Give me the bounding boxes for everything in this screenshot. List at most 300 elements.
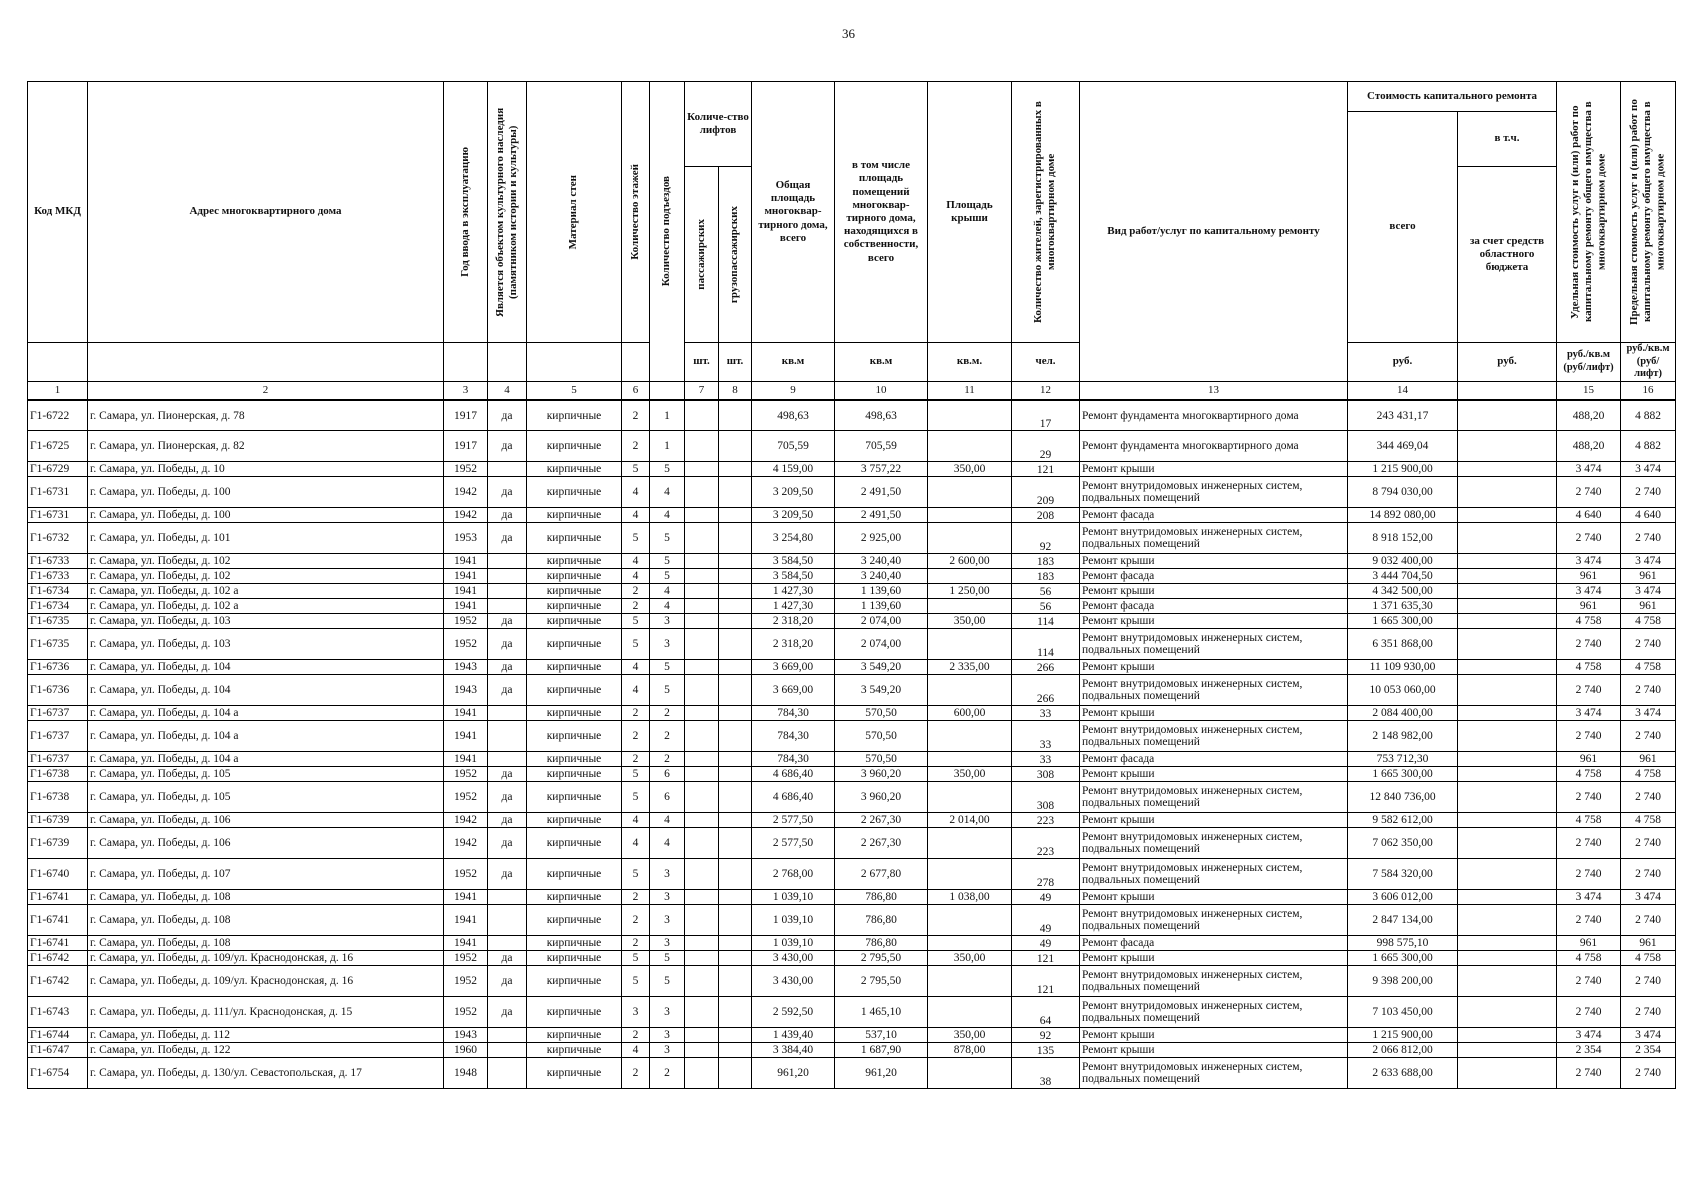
cell-owned-area: 2 267,30 [835, 813, 928, 828]
cell-cost-total: 8 794 030,00 [1348, 477, 1458, 508]
table-row [28, 828, 1676, 859]
cell-total-area: 3 254,80 [752, 523, 835, 554]
cell-residents: 183 [1012, 554, 1080, 569]
cell-unit-cost: 3 474 [1557, 1028, 1621, 1043]
table-row [28, 936, 1676, 951]
table-row [28, 721, 1676, 752]
cell-work-type: Ремонт внутридомовых инженерных систем, подвальных помещений [1080, 523, 1348, 554]
cell-floors: 2 [622, 721, 650, 752]
table-row [28, 706, 1676, 721]
cell-cost-total: 9 032 400,00 [1348, 554, 1458, 569]
cell-owned-area: 2 267,30 [835, 828, 928, 859]
cell-roof-area: 1 250,00 [928, 584, 1012, 599]
cell-lifts-cargo [719, 951, 752, 966]
cell-entrances: 3 [650, 859, 685, 890]
table-row [28, 675, 1676, 706]
table-row [28, 951, 1676, 966]
cell-heritage: да [488, 523, 527, 554]
cell-address: г. Самара, ул. Победы, д. 10 [88, 462, 444, 477]
cell-work-type: Ремонт внутридомовых инженерных систем, подвальных помещений [1080, 966, 1348, 997]
cell-unit-cost: 4 640 [1557, 508, 1621, 523]
cell-limit-cost: 4 758 [1621, 660, 1676, 675]
cell-floors: 2 [622, 752, 650, 767]
cell-lifts-cargo [719, 1043, 752, 1058]
cell-entrances: 6 [650, 767, 685, 782]
cell-owned-area: 3 549,20 [835, 675, 928, 706]
cell-cost-regional [1458, 782, 1557, 813]
cell-address: г. Самара, ул. Победы, д. 108 [88, 905, 444, 936]
cell-owned-area: 705,59 [835, 431, 928, 462]
cell-cost-regional [1458, 1043, 1557, 1058]
cell-code: Г1-6741 [28, 905, 88, 936]
cell-heritage: да [488, 477, 527, 508]
cell-unit-cost: 961 [1557, 936, 1621, 951]
cell-residents: 121 [1012, 966, 1080, 997]
cell-total-area: 3 209,50 [752, 477, 835, 508]
cell-year: 1960 [444, 1043, 488, 1058]
cell-cost-regional [1458, 1058, 1557, 1089]
cell-heritage [488, 569, 527, 584]
cell-material: кирпичные [527, 599, 622, 614]
cell-roof-area: 350,00 [928, 462, 1012, 477]
cell-material: кирпичные [527, 951, 622, 966]
cell-year: 1952 [444, 614, 488, 629]
cell-total-area: 2 318,20 [752, 614, 835, 629]
cell-lifts-cargo [719, 554, 752, 569]
cell-roof-area [928, 400, 1012, 431]
column-number: 10 [835, 381, 928, 400]
cell-lifts-cargo [719, 1058, 752, 1089]
cell-cost-regional [1458, 675, 1557, 706]
cell-year: 1941 [444, 890, 488, 905]
cell-limit-cost: 2 740 [1621, 629, 1676, 660]
cell-address: г. Самара, ул. Победы, д. 104 а [88, 752, 444, 767]
column-number: 9 [752, 381, 835, 400]
cell-heritage [488, 1043, 527, 1058]
cell-code: Г1-6742 [28, 951, 88, 966]
cell-entrances: 4 [650, 813, 685, 828]
cell-unit-cost: 2 740 [1557, 828, 1621, 859]
cell-lifts-passenger [685, 706, 719, 721]
cell-cost-total: 12 840 736,00 [1348, 782, 1458, 813]
cell-heritage: да [488, 951, 527, 966]
header-cost: Стоимость капитального ремонта [1348, 82, 1557, 112]
cell-lifts-cargo [719, 599, 752, 614]
table-row [28, 584, 1676, 599]
cell-residents: 135 [1012, 1043, 1080, 1058]
cell-lifts-cargo [719, 660, 752, 675]
cell-floors: 2 [622, 905, 650, 936]
cell-heritage: да [488, 767, 527, 782]
cell-entrances: 5 [650, 462, 685, 477]
cell-heritage: да [488, 508, 527, 523]
cell-material: кирпичные [527, 508, 622, 523]
cell-total-area: 784,30 [752, 721, 835, 752]
cell-floors: 5 [622, 782, 650, 813]
cell-address: г. Самара, ул. Победы, д. 102 [88, 554, 444, 569]
cell-code: Г1-6739 [28, 813, 88, 828]
cell-cost-total: 7 062 350,00 [1348, 828, 1458, 859]
cell-work-type: Ремонт внутридомовых инженерных систем, подвальных помещений [1080, 721, 1348, 752]
cell-year: 1943 [444, 1028, 488, 1043]
cell-cost-total: 2 066 812,00 [1348, 1043, 1458, 1058]
cell-code: Г1-6732 [28, 523, 88, 554]
cell-year: 1952 [444, 462, 488, 477]
cell-limit-cost: 961 [1621, 752, 1676, 767]
cell-material: кирпичные [527, 462, 622, 477]
cell-owned-area: 2 795,50 [835, 966, 928, 997]
cell-floors: 2 [622, 599, 650, 614]
cell-roof-area: 2 600,00 [928, 554, 1012, 569]
table-row [28, 523, 1676, 554]
cell-roof-area: 350,00 [928, 614, 1012, 629]
cell-lifts-passenger [685, 828, 719, 859]
cell-roof-area: 600,00 [928, 706, 1012, 721]
cell-unit-cost: 3 474 [1557, 462, 1621, 477]
cell-unit-cost: 2 740 [1557, 782, 1621, 813]
cell-unit-cost: 4 758 [1557, 951, 1621, 966]
header-residents: Количество жителей, зарегистрированных в многоквартирном доме [1012, 82, 1080, 343]
header-work-type: Вид работ/услуг по капитальному ремонту [1080, 82, 1348, 382]
cell-lifts-cargo [719, 936, 752, 951]
cell-material: кирпичные [527, 584, 622, 599]
cell-total-area: 3 669,00 [752, 675, 835, 706]
cell-code: Г1-6733 [28, 554, 88, 569]
table-row [28, 629, 1676, 660]
cell-cost-total: 998 575,10 [1348, 936, 1458, 951]
cell-year: 1941 [444, 599, 488, 614]
cell-unit-cost: 3 474 [1557, 706, 1621, 721]
cell-cost-total: 1 215 900,00 [1348, 462, 1458, 477]
cell-roof-area [928, 523, 1012, 554]
cell-total-area: 3 384,40 [752, 1043, 835, 1058]
cell-address: г. Самара, ул. Победы, д. 103 [88, 629, 444, 660]
cell-work-type: Ремонт внутридомовых инженерных систем, подвальных помещений [1080, 675, 1348, 706]
cell-code: Г1-6737 [28, 706, 88, 721]
cell-code: Г1-6744 [28, 1028, 88, 1043]
header-heritage: Является объектом культурного наследия (памятником истории и культуры) [488, 82, 527, 343]
cell-code: Г1-6738 [28, 767, 88, 782]
cell-lifts-cargo [719, 477, 752, 508]
cell-lifts-passenger [685, 523, 719, 554]
cell-cost-total: 10 053 060,00 [1348, 675, 1458, 706]
cell-material: кирпичные [527, 859, 622, 890]
cell-residents: 33 [1012, 721, 1080, 752]
table-row [28, 614, 1676, 629]
cell-cost-regional [1458, 477, 1557, 508]
cell-lifts-passenger [685, 752, 719, 767]
cell-roof-area: 878,00 [928, 1043, 1012, 1058]
cell-material: кирпичные [527, 721, 622, 752]
cell-unit-cost: 2 740 [1557, 477, 1621, 508]
cell-residents: 183 [1012, 569, 1080, 584]
cell-unit-cost: 4 758 [1557, 614, 1621, 629]
cell-cost-total: 2 847 134,00 [1348, 905, 1458, 936]
cell-roof-area: 1 038,00 [928, 890, 1012, 905]
cell-lifts-cargo [719, 1028, 752, 1043]
cell-cost-total: 1 215 900,00 [1348, 1028, 1458, 1043]
cell-entrances: 2 [650, 752, 685, 767]
cell-total-area: 3 430,00 [752, 951, 835, 966]
cell-floors: 2 [622, 431, 650, 462]
cell-material: кирпичные [527, 1043, 622, 1058]
cell-heritage [488, 706, 527, 721]
cell-heritage: да [488, 431, 527, 462]
column-number: 8 [719, 381, 752, 400]
cell-cost-regional [1458, 966, 1557, 997]
cell-total-area: 1 427,30 [752, 599, 835, 614]
cell-limit-cost: 961 [1621, 936, 1676, 951]
cell-unit-cost: 488,20 [1557, 400, 1621, 431]
cell-entrances: 3 [650, 614, 685, 629]
cell-lifts-passenger [685, 890, 719, 905]
cell-lifts-passenger [685, 813, 719, 828]
cell-year: 1952 [444, 859, 488, 890]
unit-rub: руб. [1458, 343, 1557, 382]
cell-work-type: Ремонт фундамента многоквартирного дома [1080, 400, 1348, 431]
cell-year: 1941 [444, 752, 488, 767]
cell-year: 1952 [444, 629, 488, 660]
cell-heritage [488, 1028, 527, 1043]
cell-code: Г1-6754 [28, 1058, 88, 1089]
table-row [28, 599, 1676, 614]
cell-residents: 56 [1012, 584, 1080, 599]
cell-limit-cost: 2 740 [1621, 477, 1676, 508]
cell-work-type: Ремонт фасада [1080, 936, 1348, 951]
cell-year: 1953 [444, 523, 488, 554]
cell-code: Г1-6733 [28, 569, 88, 584]
cell-lifts-cargo [719, 890, 752, 905]
unit-pcs: шт. [685, 343, 719, 382]
cell-unit-cost: 2 740 [1557, 523, 1621, 554]
cell-limit-cost: 4 758 [1621, 951, 1676, 966]
table-row [28, 477, 1676, 508]
table-row [28, 859, 1676, 890]
cell-lifts-cargo [719, 523, 752, 554]
header-entrances: Количество подъездов [650, 82, 685, 382]
cell-work-type: Ремонт внутридомовых инженерных систем, подвальных помещений [1080, 828, 1348, 859]
cell-lifts-passenger [685, 569, 719, 584]
cell-cost-regional [1458, 767, 1557, 782]
cell-unit-cost: 2 740 [1557, 905, 1621, 936]
cell-work-type: Ремонт фундамента многоквартирного дома [1080, 431, 1348, 462]
cell-floors: 5 [622, 629, 650, 660]
cell-lifts-cargo [719, 905, 752, 936]
cell-lifts-cargo [719, 614, 752, 629]
cell-heritage: да [488, 629, 527, 660]
cell-entrances: 3 [650, 997, 685, 1028]
cell-lifts-passenger [685, 675, 719, 706]
cell-owned-area: 2 491,50 [835, 508, 928, 523]
column-number: 13 [1080, 381, 1348, 400]
cell-code: Г1-6742 [28, 966, 88, 997]
cell-cost-total: 2 084 400,00 [1348, 706, 1458, 721]
cell-year: 1948 [444, 1058, 488, 1089]
header-cost-regional: за счет средств областного бюджета [1458, 167, 1557, 343]
cell-cost-regional [1458, 752, 1557, 767]
unit-per-sqm: руб./кв.м (руб/лифт) [1621, 343, 1676, 382]
cell-code: Г1-6729 [28, 462, 88, 477]
cell-cost-total: 14 892 080,00 [1348, 508, 1458, 523]
cell-heritage: да [488, 997, 527, 1028]
cell-residents: 92 [1012, 1028, 1080, 1043]
cell-total-area: 2 768,00 [752, 859, 835, 890]
cell-entrances: 4 [650, 508, 685, 523]
cell-unit-cost: 4 758 [1557, 767, 1621, 782]
cell-residents: 33 [1012, 752, 1080, 767]
unit-pcs: шт. [719, 343, 752, 382]
cell-roof-area [928, 721, 1012, 752]
cell-lifts-cargo [719, 400, 752, 431]
cell-residents: 114 [1012, 629, 1080, 660]
table-row [28, 554, 1676, 569]
cell-limit-cost: 4 882 [1621, 431, 1676, 462]
cell-roof-area: 350,00 [928, 951, 1012, 966]
cell-cost-regional [1458, 599, 1557, 614]
cell-owned-area: 3 960,20 [835, 767, 928, 782]
cell-floors: 5 [622, 859, 650, 890]
column-number: 1 [28, 381, 88, 400]
cell-owned-area: 2 074,00 [835, 629, 928, 660]
cell-cost-total: 3 444 704,50 [1348, 569, 1458, 584]
cell-cost-regional [1458, 905, 1557, 936]
cell-heritage: да [488, 828, 527, 859]
cell-heritage [488, 721, 527, 752]
cell-cost-total: 1 371 635,30 [1348, 599, 1458, 614]
table-row [28, 1043, 1676, 1058]
cell-lifts-passenger [685, 614, 719, 629]
cell-limit-cost: 961 [1621, 569, 1676, 584]
cell-roof-area [928, 675, 1012, 706]
cell-address: г. Самара, ул. Победы, д. 104 а [88, 721, 444, 752]
column-number [1458, 381, 1557, 400]
cell-limit-cost: 4 758 [1621, 614, 1676, 629]
cell-limit-cost: 2 740 [1621, 675, 1676, 706]
cell-address: г. Самара, ул. Победы, д. 107 [88, 859, 444, 890]
cell-entrances: 5 [650, 675, 685, 706]
cell-cost-total: 6 351 868,00 [1348, 629, 1458, 660]
column-number: 3 [444, 381, 488, 400]
cell-residents: 114 [1012, 614, 1080, 629]
cell-total-area: 1 439,40 [752, 1028, 835, 1043]
cell-total-area: 2 592,50 [752, 997, 835, 1028]
cell-owned-area: 2 677,80 [835, 859, 928, 890]
cell-cost-regional [1458, 400, 1557, 431]
cell-code: Г1-6741 [28, 936, 88, 951]
cell-address: г. Самара, ул. Победы, д. 101 [88, 523, 444, 554]
cell-material: кирпичные [527, 614, 622, 629]
cell-lifts-cargo [719, 997, 752, 1028]
table-row [28, 966, 1676, 997]
cell-roof-area [928, 431, 1012, 462]
cell-residents: 49 [1012, 936, 1080, 951]
unit-sqm: кв.м [835, 343, 928, 382]
cell-year: 1941 [444, 569, 488, 584]
cell-residents: 209 [1012, 477, 1080, 508]
cell-year: 1917 [444, 400, 488, 431]
cell-address: г. Самара, ул. Победы, д. 104 а [88, 706, 444, 721]
cell-address: г. Самара, ул. Победы, д. 105 [88, 767, 444, 782]
cell-address: г. Самара, ул. Победы, д. 104 [88, 660, 444, 675]
table-row [28, 905, 1676, 936]
cell-roof-area [928, 828, 1012, 859]
table-row [28, 400, 1676, 431]
cell-lifts-passenger [685, 951, 719, 966]
table-row [28, 782, 1676, 813]
cell-work-type: Ремонт внутридомовых инженерных систем, подвальных помещений [1080, 1058, 1348, 1089]
cell-cost-total: 344 469,04 [1348, 431, 1458, 462]
cell-lifts-passenger [685, 997, 719, 1028]
cell-residents: 266 [1012, 660, 1080, 675]
cell-floors: 5 [622, 462, 650, 477]
cell-entrances: 5 [650, 569, 685, 584]
cell-floors: 4 [622, 660, 650, 675]
column-number: 16 [1621, 381, 1676, 400]
cell-limit-cost: 2 740 [1621, 523, 1676, 554]
table-row [28, 752, 1676, 767]
cell-cost-total: 11 109 930,00 [1348, 660, 1458, 675]
cell-material: кирпичные [527, 1028, 622, 1043]
cell-total-area: 3 669,00 [752, 660, 835, 675]
cell-unit-cost: 2 740 [1557, 966, 1621, 997]
cell-address: г. Самара, ул. Победы, д. 108 [88, 936, 444, 951]
cell-roof-area [928, 629, 1012, 660]
cell-limit-cost: 2 740 [1621, 828, 1676, 859]
cell-year: 1942 [444, 508, 488, 523]
cell-year: 1952 [444, 966, 488, 997]
cell-code: Г1-6737 [28, 721, 88, 752]
cell-total-area: 3 430,00 [752, 966, 835, 997]
cell-limit-cost: 4 882 [1621, 400, 1676, 431]
cell-limit-cost: 3 474 [1621, 890, 1676, 905]
cell-cost-regional [1458, 584, 1557, 599]
cell-roof-area [928, 782, 1012, 813]
cell-owned-area: 3 960,20 [835, 782, 928, 813]
cell-roof-area [928, 905, 1012, 936]
column-number [650, 381, 685, 400]
cell-address: г. Самара, ул. Победы, д. 102 а [88, 584, 444, 599]
cell-unit-cost: 2 354 [1557, 1043, 1621, 1058]
cell-work-type: Ремонт крыши [1080, 767, 1348, 782]
cell-residents: 278 [1012, 859, 1080, 890]
cell-heritage: да [488, 782, 527, 813]
cell-residents: 29 [1012, 431, 1080, 462]
cell-floors: 4 [622, 477, 650, 508]
cell-cost-total: 9 582 612,00 [1348, 813, 1458, 828]
cell-lifts-passenger [685, 905, 719, 936]
cell-floors: 5 [622, 523, 650, 554]
table-row [28, 431, 1676, 462]
cell-unit-cost: 2 740 [1557, 859, 1621, 890]
cell-work-type: Ремонт внутридомовых инженерных систем, подвальных помещений [1080, 477, 1348, 508]
cell-cost-regional [1458, 828, 1557, 859]
cell-lifts-cargo [719, 569, 752, 584]
cell-cost-regional [1458, 660, 1557, 675]
cell-address: г. Самара, ул. Победы, д. 122 [88, 1043, 444, 1058]
cell-owned-area: 1 139,60 [835, 599, 928, 614]
cell-unit-cost: 961 [1557, 599, 1621, 614]
cell-lifts-cargo [719, 767, 752, 782]
cell-address: г. Самара, ул. Победы, д. 105 [88, 782, 444, 813]
cell-cost-regional [1458, 554, 1557, 569]
cell-work-type: Ремонт крыши [1080, 462, 1348, 477]
cell-work-type: Ремонт крыши [1080, 614, 1348, 629]
cell-residents: 49 [1012, 905, 1080, 936]
cell-heritage: да [488, 660, 527, 675]
cell-floors: 2 [622, 706, 650, 721]
cell-entrances: 1 [650, 431, 685, 462]
cell-limit-cost: 2 740 [1621, 997, 1676, 1028]
